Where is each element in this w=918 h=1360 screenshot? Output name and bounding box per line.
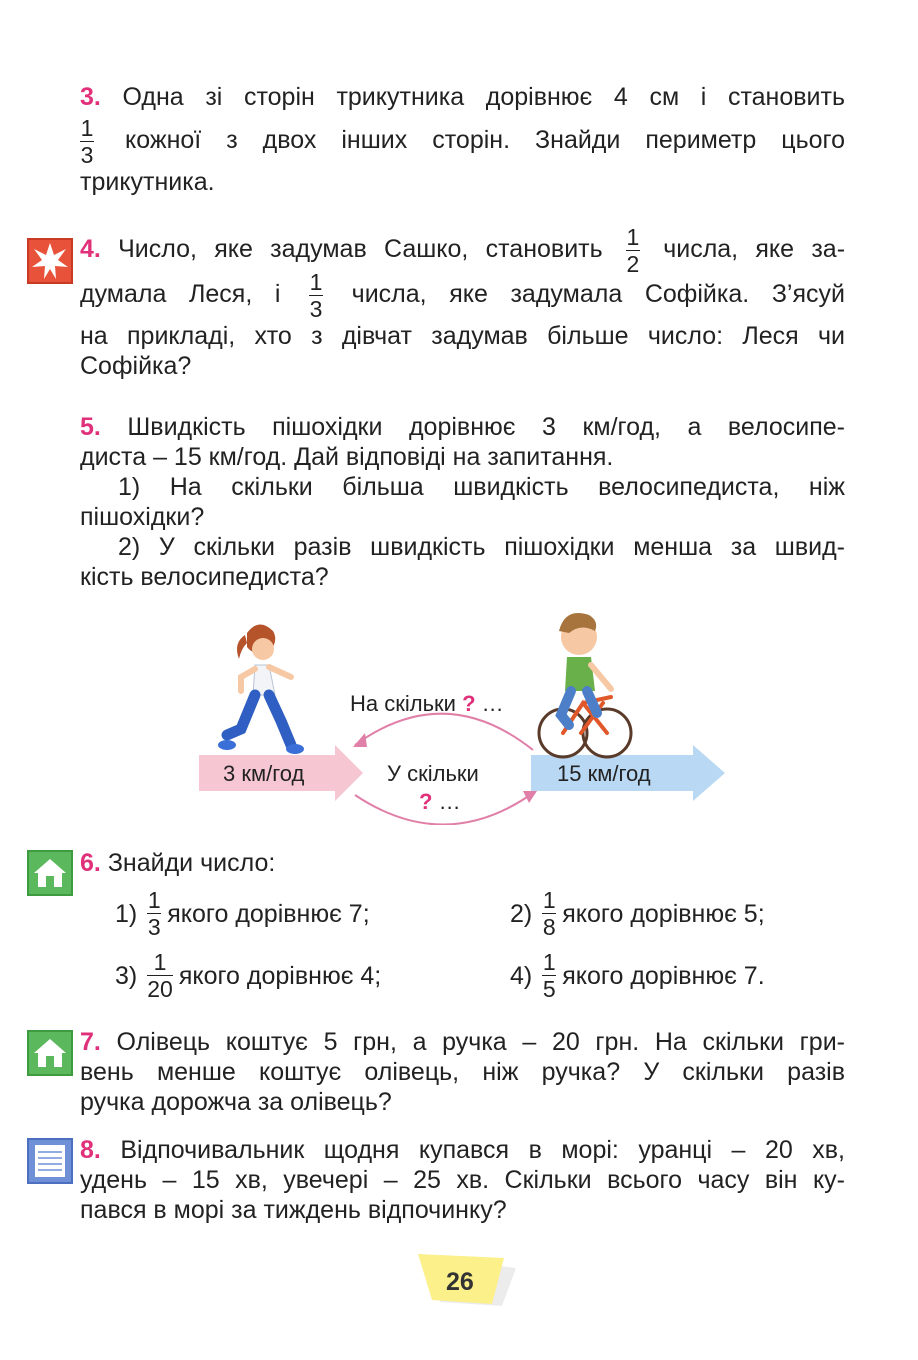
fraction: $\frac{1}{3}$	[309, 269, 323, 322]
task-5-question-2: 2) У скільки разів швидкість пішохідки менша за швид-	[118, 533, 845, 561]
task-7-line-3: ручка дорожча за олівець?	[80, 1088, 392, 1116]
notebook-icon	[27, 1138, 73, 1184]
task-7-line-2: вень менше коштує олівець, ніж ручка? У скільки разів	[80, 1058, 845, 1086]
fraction: $\frac{1}{5}$	[542, 949, 556, 1002]
speed-illustration	[195, 605, 735, 825]
fraction: $\frac{1}{2}$	[626, 224, 640, 277]
task-3-line-2: $\frac{1}{3}$ кожної з двох інших сторін. Знайди периметр цього	[80, 115, 845, 168]
fraction: $\frac{1}{3}$	[80, 115, 94, 168]
page-number: 26	[446, 1268, 474, 1296]
task-number: 3.	[80, 83, 101, 111]
task-4-line-2: думала Леся, і $\frac{1}{3}$ числа, яке задумала Софійка. З’ясуй	[80, 269, 845, 322]
task-5-question-1: 1) На скільки більша швидкість велосипедиста, ніж	[118, 473, 845, 501]
home-icon	[27, 1030, 73, 1076]
task-3-line-1: 3. Одна зі сторін трикутника дорівнює 4 см і становить	[80, 83, 845, 111]
task-8-line-2: удень – 15 хв, увечері – 25 хв. Скільки всього часу він ку-	[80, 1166, 845, 1194]
page-number-badge	[418, 1250, 518, 1310]
difference-curve	[355, 714, 533, 750]
task-5-question-1-cont: пішохідки?	[80, 503, 205, 531]
task-5-line-1: 5. Швидкість пішохідки дорівнює 3 км/год, а велосипе-	[80, 413, 845, 441]
walker-speed-label: 3 км/год	[223, 761, 305, 786]
difference-question-label: На скільки ? …	[350, 691, 504, 716]
task-3-line-3: трикутника.	[80, 168, 215, 196]
task-7	[80, 1027, 845, 1117]
task-8-line-1: 8. Відпочивальник щодня купався в морі: уранці – 20 хв,	[80, 1136, 846, 1164]
task-5-question-2-cont: кість велосипедиста?	[80, 563, 329, 591]
task-8-line-3: пався в морі за тиждень відпочинку?	[80, 1196, 507, 1224]
ratio-question-mark: ? …	[419, 789, 461, 814]
task-6-item-4: 4) $\frac{1}{5}$ якого дорівнює 7.	[510, 949, 765, 1002]
task-6-item-1: 1) $\frac{1}{3}$ якого дорівнює 7;	[115, 887, 370, 940]
fraction: $\frac{1}{3}$	[147, 887, 161, 940]
fraction: $\frac{1}{8}$	[542, 887, 556, 940]
ratio-question-label: У скільки	[387, 761, 479, 786]
task-6-item-2: 2) $\frac{1}{8}$ якого дорівнює 5;	[510, 887, 765, 940]
task-3	[80, 82, 845, 197]
home-icon	[27, 850, 73, 896]
fraction: $\frac{1}{20}$	[147, 949, 173, 1002]
cyclist-speed-label: 15 км/год	[557, 761, 651, 786]
ratio-curve-arrowhead	[523, 791, 537, 803]
boy-on-bicycle-picture	[539, 613, 631, 757]
task-7-line-1: 7. Олівець коштує 5 грн, а ручка – 20 грн. На скільки гри-	[80, 1028, 845, 1056]
walking-girl-picture	[218, 624, 304, 754]
difference-curve-arrowhead	[353, 733, 367, 747]
task-6-title: 6. Знайди число:	[80, 849, 276, 877]
task-8	[80, 1135, 845, 1225]
task-4-line-3: на прикладі, хто з дівчат задумав більше число: Леся чи	[80, 322, 845, 350]
task-4-line-1: 4. Число, яке задумав Сашко, становить $\frac{1}{2}$ числа, яке за-	[80, 224, 846, 277]
task-5	[80, 412, 845, 592]
task-6-item-3: 3) $\frac{1}{20}$ якого дорівнює 4;	[115, 949, 382, 1002]
task-5-line-2: диста – 15 км/год. Дай відповіді на запитання.	[80, 443, 614, 471]
task-6	[80, 848, 845, 878]
task-4	[80, 225, 845, 381]
task-4-line-4: Софійка?	[80, 352, 192, 380]
star-burst-icon	[27, 238, 73, 284]
